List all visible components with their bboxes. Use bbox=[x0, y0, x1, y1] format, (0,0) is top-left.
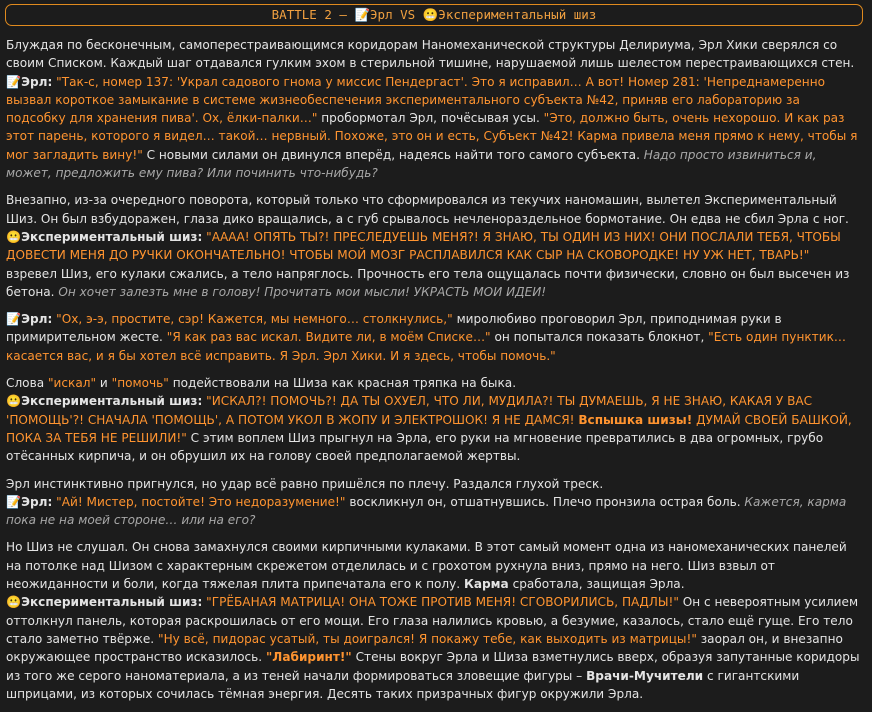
narration: пробормотал Эрл, почёсывая усы. bbox=[317, 111, 544, 126]
shiz-title-name: Экспериментальный шиз bbox=[438, 7, 597, 22]
narration: взревел Шиз, его кулаки сжались, а тело напряглось. Прочность его тела ощущалась почти физически, словно он был высечен из бетона. bbox=[6, 266, 850, 299]
shiz-dialogue: "АААА! ОПЯТЬ ТЫ?! ПРЕСЛЕДУЕШЬ МЕНЯ?! Я ЗНАЮ, ТЫ ОДИН ИЗ НИХ! ОНИ ПОСЛАЛИ ТЕБЯ, ЧТОБЫ ДОВЕСТИ МЕНЯ ДО РУЧКИ ОКОНЧАТЕЛЬНО! ЧТОБЫ МОЙ МОЗГ РАСПЛАВИЛСЯ КАК СЫР НА СКОВОРОДКЕ! НУ УЖ НЕТ, ТВАРЬ!" bbox=[6, 229, 841, 263]
narration: воскликнул он, отшатнувшись. Плечо пронзила острая боль. bbox=[345, 494, 745, 509]
narration: Он с невероятным усилием оттолкнул панель, которая раскрошилась от его мощи. Его глаза налились кровью, а безумие, казалось, стало ещё гуще. Его тело стало заметно твёрже. bbox=[6, 595, 859, 646]
grimace-face-icon: 😬 bbox=[6, 595, 22, 610]
speaker-erl: Эрл: bbox=[21, 494, 53, 509]
erl-dialogue: "Это, должно быть, очень нехорошо. И как раз этот парень, которого я видел… такой… нервный. Похоже, это он и есть, Субъект №42! Карма привела меня прямо к нему, чтобы я мог загладить вину!" bbox=[6, 111, 858, 162]
erl-thought: Кажется, карма пока не на моей стороне… или на его? bbox=[6, 494, 847, 528]
narration: Блуждая по бесконечным, самоперестраивающимся коридорам Наномеханической структуры Делириума, Эрл Хики сверялся со своим Списком. Каждый шаг отдавался гулким эхом в стерильной тишине, нарушаемой лишь шелестом перестраивающихся стен. bbox=[6, 38, 855, 71]
quoted-word: "помочь" bbox=[111, 376, 169, 391]
narration: заорал он, и внезапно окружающее пространство исказилось. bbox=[6, 631, 843, 665]
versus-label: VS bbox=[392, 7, 423, 22]
battle-title-prefix: BATTLE 2 – bbox=[271, 7, 355, 22]
grimace-face-icon: 😬 bbox=[6, 394, 22, 409]
erl-title-name: Эрл bbox=[370, 7, 393, 22]
quoted-word: "искал" bbox=[47, 376, 97, 391]
narration: сработала, защищая Эрла. bbox=[508, 577, 685, 592]
memo-icon: 📝 bbox=[6, 494, 22, 509]
story-paragraph-5 bbox=[6, 475, 862, 530]
narration: Но Шиз не слушал. Он снова замахнулся своими кирпичными кулаками. В этот самый момент одна из наномеханических панелей на потолке над Шизом с характерным скрежетом отделилась и с грохотом рухнула вниз, прямо на него. Шиз взвыл от неожиданности и боли, когда тяжелая плита припечатала его к полу. bbox=[6, 540, 847, 592]
memo-icon: 📝 bbox=[6, 312, 22, 327]
erl-dialogue: "Есть один пунктик… касается вас, и я бы хотел всё исправить. Я Эрл. Эрл Хики. И я здесь, чтобы помочь." bbox=[6, 330, 846, 363]
erl-dialogue: "Так-с, номер 137: 'Украл садового гнома у миссис Пендергаст'. Это я исправил… А вот! Номер 281: 'Непреднамеренно вызвал короткое замыкание в системе жизнеобеспечения экспериментального субъекта №42, приняв его лабораторию за подсобку для хранения пива'. Ох, ёлки-палки…" bbox=[6, 74, 826, 126]
narration: подействовали на Шиза как красная тряпка на быка. bbox=[168, 376, 517, 391]
narration: Эрл инстинктивно пригнулся, но удар всё равно пришёлся по плечу. Раздался глухой треск. bbox=[6, 476, 604, 491]
speaker-shiz: Экспериментальный шиз: bbox=[21, 229, 203, 244]
battle-title-bar bbox=[5, 4, 863, 26]
narration: С новыми силами он двинулся вперёд, надеясь найти того самого субъекта. bbox=[142, 147, 644, 162]
skill-flash: Вспышка шизы! bbox=[578, 412, 693, 427]
story-paragraph-4 bbox=[6, 374, 862, 465]
erl-thought: Надо просто извиниться и, может, предложить ему пива? Или починить что-нибудь? bbox=[6, 147, 817, 181]
enemy-name: Врачи-Мучители bbox=[586, 668, 704, 683]
memo-icon: 📝 bbox=[6, 74, 22, 89]
grimace-face-icon: 😬 bbox=[6, 229, 22, 244]
narration: он попытался показать блокнот, bbox=[490, 330, 709, 345]
erl-dialogue: "Я как раз вас искал. Видите ли, в моём Списке…" bbox=[166, 330, 491, 345]
erl-dialogue: "Ох, э-э, простите, сэр! Кажется, мы немного… столкнулись," bbox=[56, 312, 453, 327]
shiz-dialogue: "Ну всё, пидорас усатый, ты доигрался! Я покажу тебе, как выходить из матрицы!" bbox=[158, 631, 697, 646]
narration: миролюбиво проговорил Эрл, приподнимая руки в примирительном жесте. bbox=[6, 312, 782, 345]
story-paragraph-1 bbox=[6, 36, 862, 182]
narration: С этим воплем Шиз прыгнул на Эрла, его руки на мгновение превратились в два огромных, грубо отёсанных кирпича, и он обрушил их на голову своей предполагаемой жертвы. bbox=[6, 430, 824, 464]
shiz-dialogue: "ГРЁБАНАЯ МАТРИЦА! ОНА ТОЖЕ ПРОТИВ МЕНЯ! СГОВОРИЛИСЬ, ПАДЛЫ!" bbox=[206, 595, 679, 610]
karma-word: Карма bbox=[463, 577, 509, 592]
grimace-face-icon: 😬 bbox=[422, 7, 439, 22]
erl-dialogue: "Ай! Мистер, постойте! Это недоразумение!" bbox=[56, 494, 346, 509]
speaker-shiz: Экспериментальный шиз: bbox=[21, 394, 203, 409]
story-paragraph-3 bbox=[6, 310, 862, 365]
shiz-thought: Он хочет залезть мне в голову! Прочитать мои мысли! УКРАСТЬ МОИ ИДЕИ! bbox=[58, 284, 547, 299]
speaker-erl: Эрл: bbox=[21, 74, 53, 89]
speaker-shiz: Экспериментальный шиз: bbox=[21, 595, 203, 610]
narration: с гигантскими шприцами, из которых сочилась тёмная энергия. Десять таких призрачных фигур окружили Эрла. bbox=[6, 668, 800, 701]
narration: Стены вокруг Эрла и Шиза взметнулись вверх, образуя запутанные коридоры из того же серого наноматериала, а из теней начали формироваться зловещие фигуры – bbox=[6, 650, 860, 683]
shiz-dialogue: ДУМАЙ СВОЕЙ БАШКОЙ, ПОКА ЗА ТЕБЯ НЕ РЕШИЛИ!" bbox=[6, 412, 852, 445]
narration: Внезапно, из-за очередного поворота, который только что сформировался из текучих наномашин, вылетел Экспериментальный Шиз. Он был взбудоражен, глаза дико вращались, а с губ срывалось нечленораздельное бормотание. Он едва не сбил Эрла с ног. bbox=[6, 193, 849, 226]
narration: Слова bbox=[6, 376, 48, 391]
speaker-erl: Эрл: bbox=[21, 312, 53, 327]
skill-labyrinth: "Лабиринт!" bbox=[266, 650, 352, 665]
narration: и bbox=[96, 376, 112, 391]
memo-icon: 📝 bbox=[354, 7, 371, 22]
story-paragraph-2 bbox=[6, 191, 862, 301]
story-paragraph-6 bbox=[6, 538, 862, 703]
story-log bbox=[6, 36, 862, 712]
shiz-dialogue: "ИСКАЛ?! ПОМОЧЬ?! ДА ТЫ ОХУЕЛ, ЧТО ЛИ, МУДИЛА?! ТЫ ДУМАЕШЬ, Я НЕ ЗНАЮ, КАКАЯ У ВАС 'ПОМОЩЬ'?! СНАЧАЛА 'ПОМОЩЬ', А ПОТОМ УКОЛ В ЖОПУ И ЭЛЕКТРОШОК! Я НЕ ДАМСЯ! bbox=[6, 394, 813, 427]
